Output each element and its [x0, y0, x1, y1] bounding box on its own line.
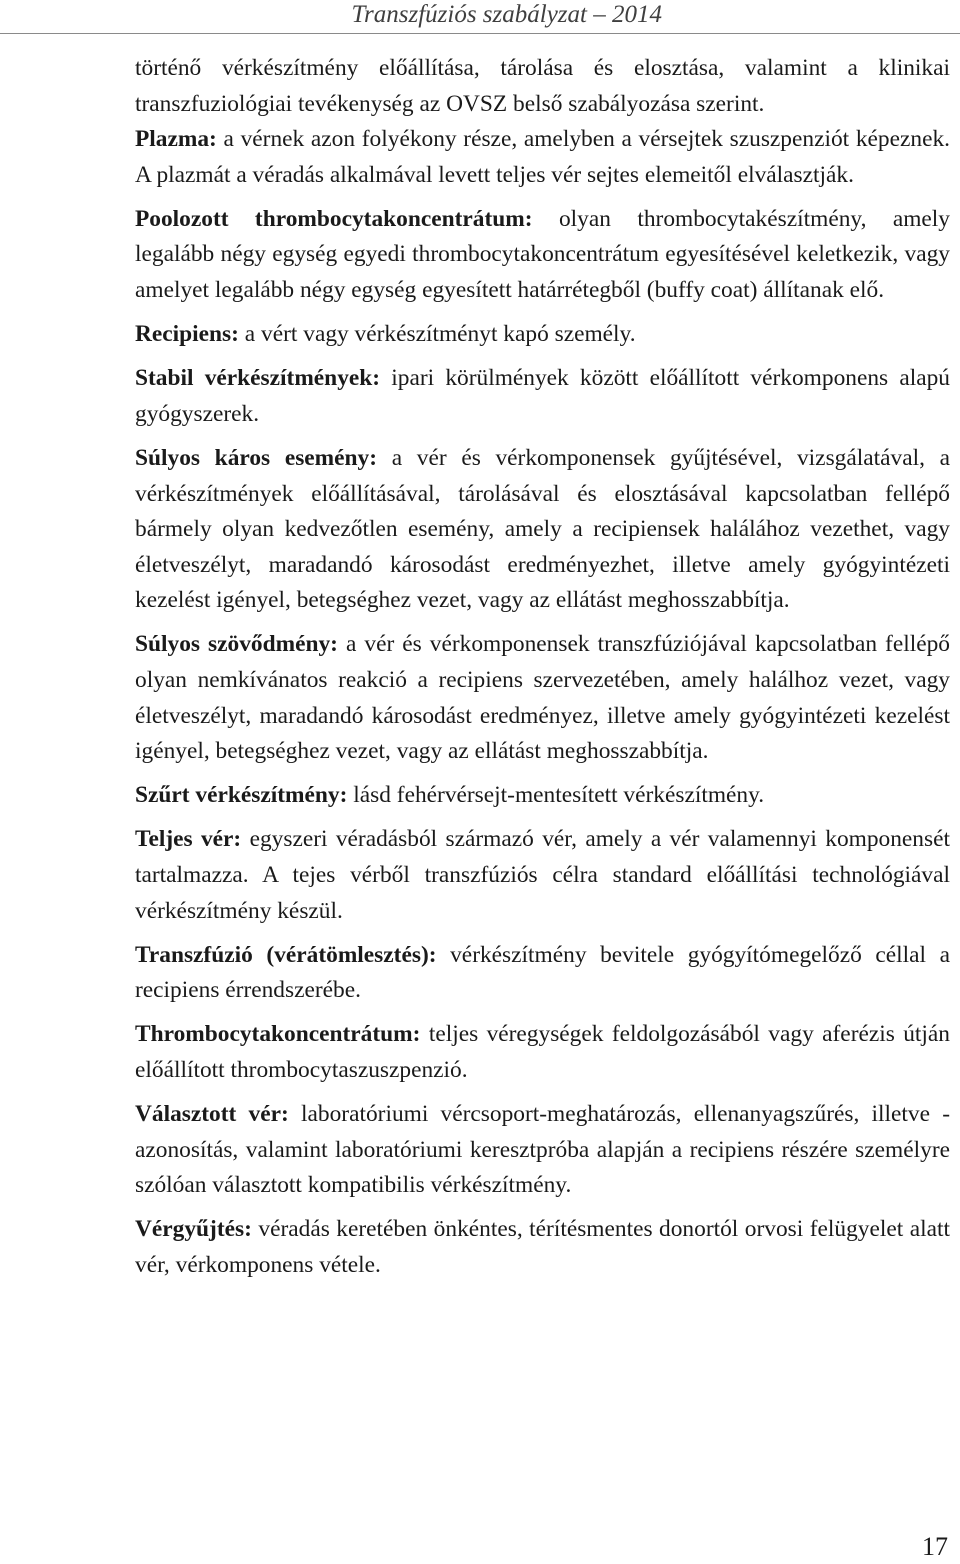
glossary-term: Vérgyűjtés:	[135, 1216, 252, 1243]
glossary-term: Választott vér:	[135, 1101, 289, 1128]
definition-text: történő vérkészítmény előállítása, tárolása és elosztása, valamint a klinikai transzfuziológiai tevékenység az OVSZ belső szabályozása szerint.	[135, 55, 950, 117]
definition-text: egyszeri véradásból származó vér, amely a vér valamennyi komponensét tartalmazza. A tejes vérből transzfúziós célra standard előállítási technológiával vérkészítmény készül.	[135, 826, 950, 924]
definition-text: teljes véregységek feldolgozásából vagy aferézis útján előállított thrombocytaszuszpenzió.	[135, 1021, 950, 1083]
glossary-term: Thrombocytakoncentrátum:	[135, 1021, 421, 1048]
glossary-term: Súlyos szövődmény:	[135, 631, 338, 658]
glossary-body	[135, 51, 950, 1284]
glossary-entry-valasztott-ver	[135, 1097, 950, 1204]
glossary-term: Teljes vér:	[135, 826, 242, 853]
glossary-term: Stabil vérkészítmények:	[135, 365, 381, 392]
glossary-entry-szurt-verkeszitmeny	[135, 778, 950, 814]
document-title: Transzfúziós szabályzat – 2014	[351, 1, 662, 28]
glossary-entry-sulyos-szovodmeny	[135, 627, 950, 769]
definition-text: olyan thrombocytakészítmény, amely legalább négy egység egyedi thrombocytakoncentrátum egyesítésével keletkezik, vagy amelyet legalább négy egység egyesített határrétegből (buffy coat) állítanak elő.	[135, 205, 950, 304]
glossary-term: Szűrt vérkészítmény:	[135, 782, 348, 809]
definition-text: vérkészítmény bevitele gyógyítómegelőző céllal a recipiens érrendszerébe.	[135, 941, 950, 1004]
running-header	[0, 0, 960, 34]
definition-text: ipari körülmények között előállított vérkomponens alapú gyógyszerek.	[135, 365, 950, 427]
glossary-entry-transzfuzio	[135, 938, 950, 1009]
glossary-term: Transzfúzió (vérátömlesztés):	[135, 941, 437, 968]
page-number: 17	[922, 1532, 948, 1561]
definition-text: a vérnek azon folyékony része, amelyben a vérsejtek szuszpenziót képeznek. A plazmát a véradás alkalmával levett teljes vér sejtes elemeitől elválasztják.	[135, 126, 950, 188]
definition-text: a vér és vérkomponensek transzfúziójával kapcsolatban fellépő olyan nemkívánatos reakció a recipiens szervezetében, amely halálhoz vezet, vagy életveszélyt, maradandó károsodást eredményez, illetve amely gyógyintézeti kezelést igényel, betegséghez vezet, vagy az ellátást meghosszabbítja.	[135, 631, 951, 765]
glossary-entry-recipiens	[135, 317, 950, 353]
glossary-entry-thrombocytakoncentratum	[135, 1017, 950, 1088]
definition-text: a vér és vérkomponensek gyűjtésével, vizsgálatával, a vérkészítmények előállításával, tárolásával és elosztásával kapcsolatban fellépő bármely olyan kedvezőtlen esemény, amely a recipiensek halálához vezethet, vagy életveszélyt, maradandó károsodást eredményezhet, illetve amely gyógyintézeti kezelést igényel, betegséghez vezet, vagy az ellátást meghosszabbítja.	[135, 444, 950, 614]
glossary-entry-poolozott-thrombocytakoncentratum	[135, 202, 950, 309]
glossary-term: Recipiens:	[135, 321, 239, 348]
definition-text: véradás keretében önkéntes, térítésmentes donortól orvosi felügyelet alatt vér, vérkomponens vétele.	[135, 1216, 950, 1278]
glossary-entry-plazma	[135, 122, 950, 193]
glossary-entry-vergyujtes	[135, 1212, 950, 1283]
glossary-entry-stabil-verkeszitmenyek	[135, 361, 950, 432]
glossary-term: Poolozott thrombocytakoncentrátum:	[135, 205, 533, 232]
glossary-term: Plazma:	[135, 126, 217, 153]
definition-text: laboratóriumi vércsoport-meghatározás, ellenanyagszűrés, illetve -azonosítás, valamint laboratóriumi keresztpróba alapján a recipiens részére személyre szólóan választott kompatibilis vérkészítmény.	[135, 1101, 950, 1199]
glossary-entry-sulyos-karos-esemeny	[135, 441, 950, 619]
glossary-entry-teljes-ver	[135, 822, 950, 929]
definition-text: a vért vagy vérkészítményt kapó személy.	[238, 321, 636, 348]
glossary-paragraph-continuation	[135, 51, 950, 122]
glossary-term: Súlyos káros esemény:	[135, 444, 378, 471]
definition-text: lásd fehérvérsejt-mentesített vérkészítmény.	[347, 782, 765, 809]
